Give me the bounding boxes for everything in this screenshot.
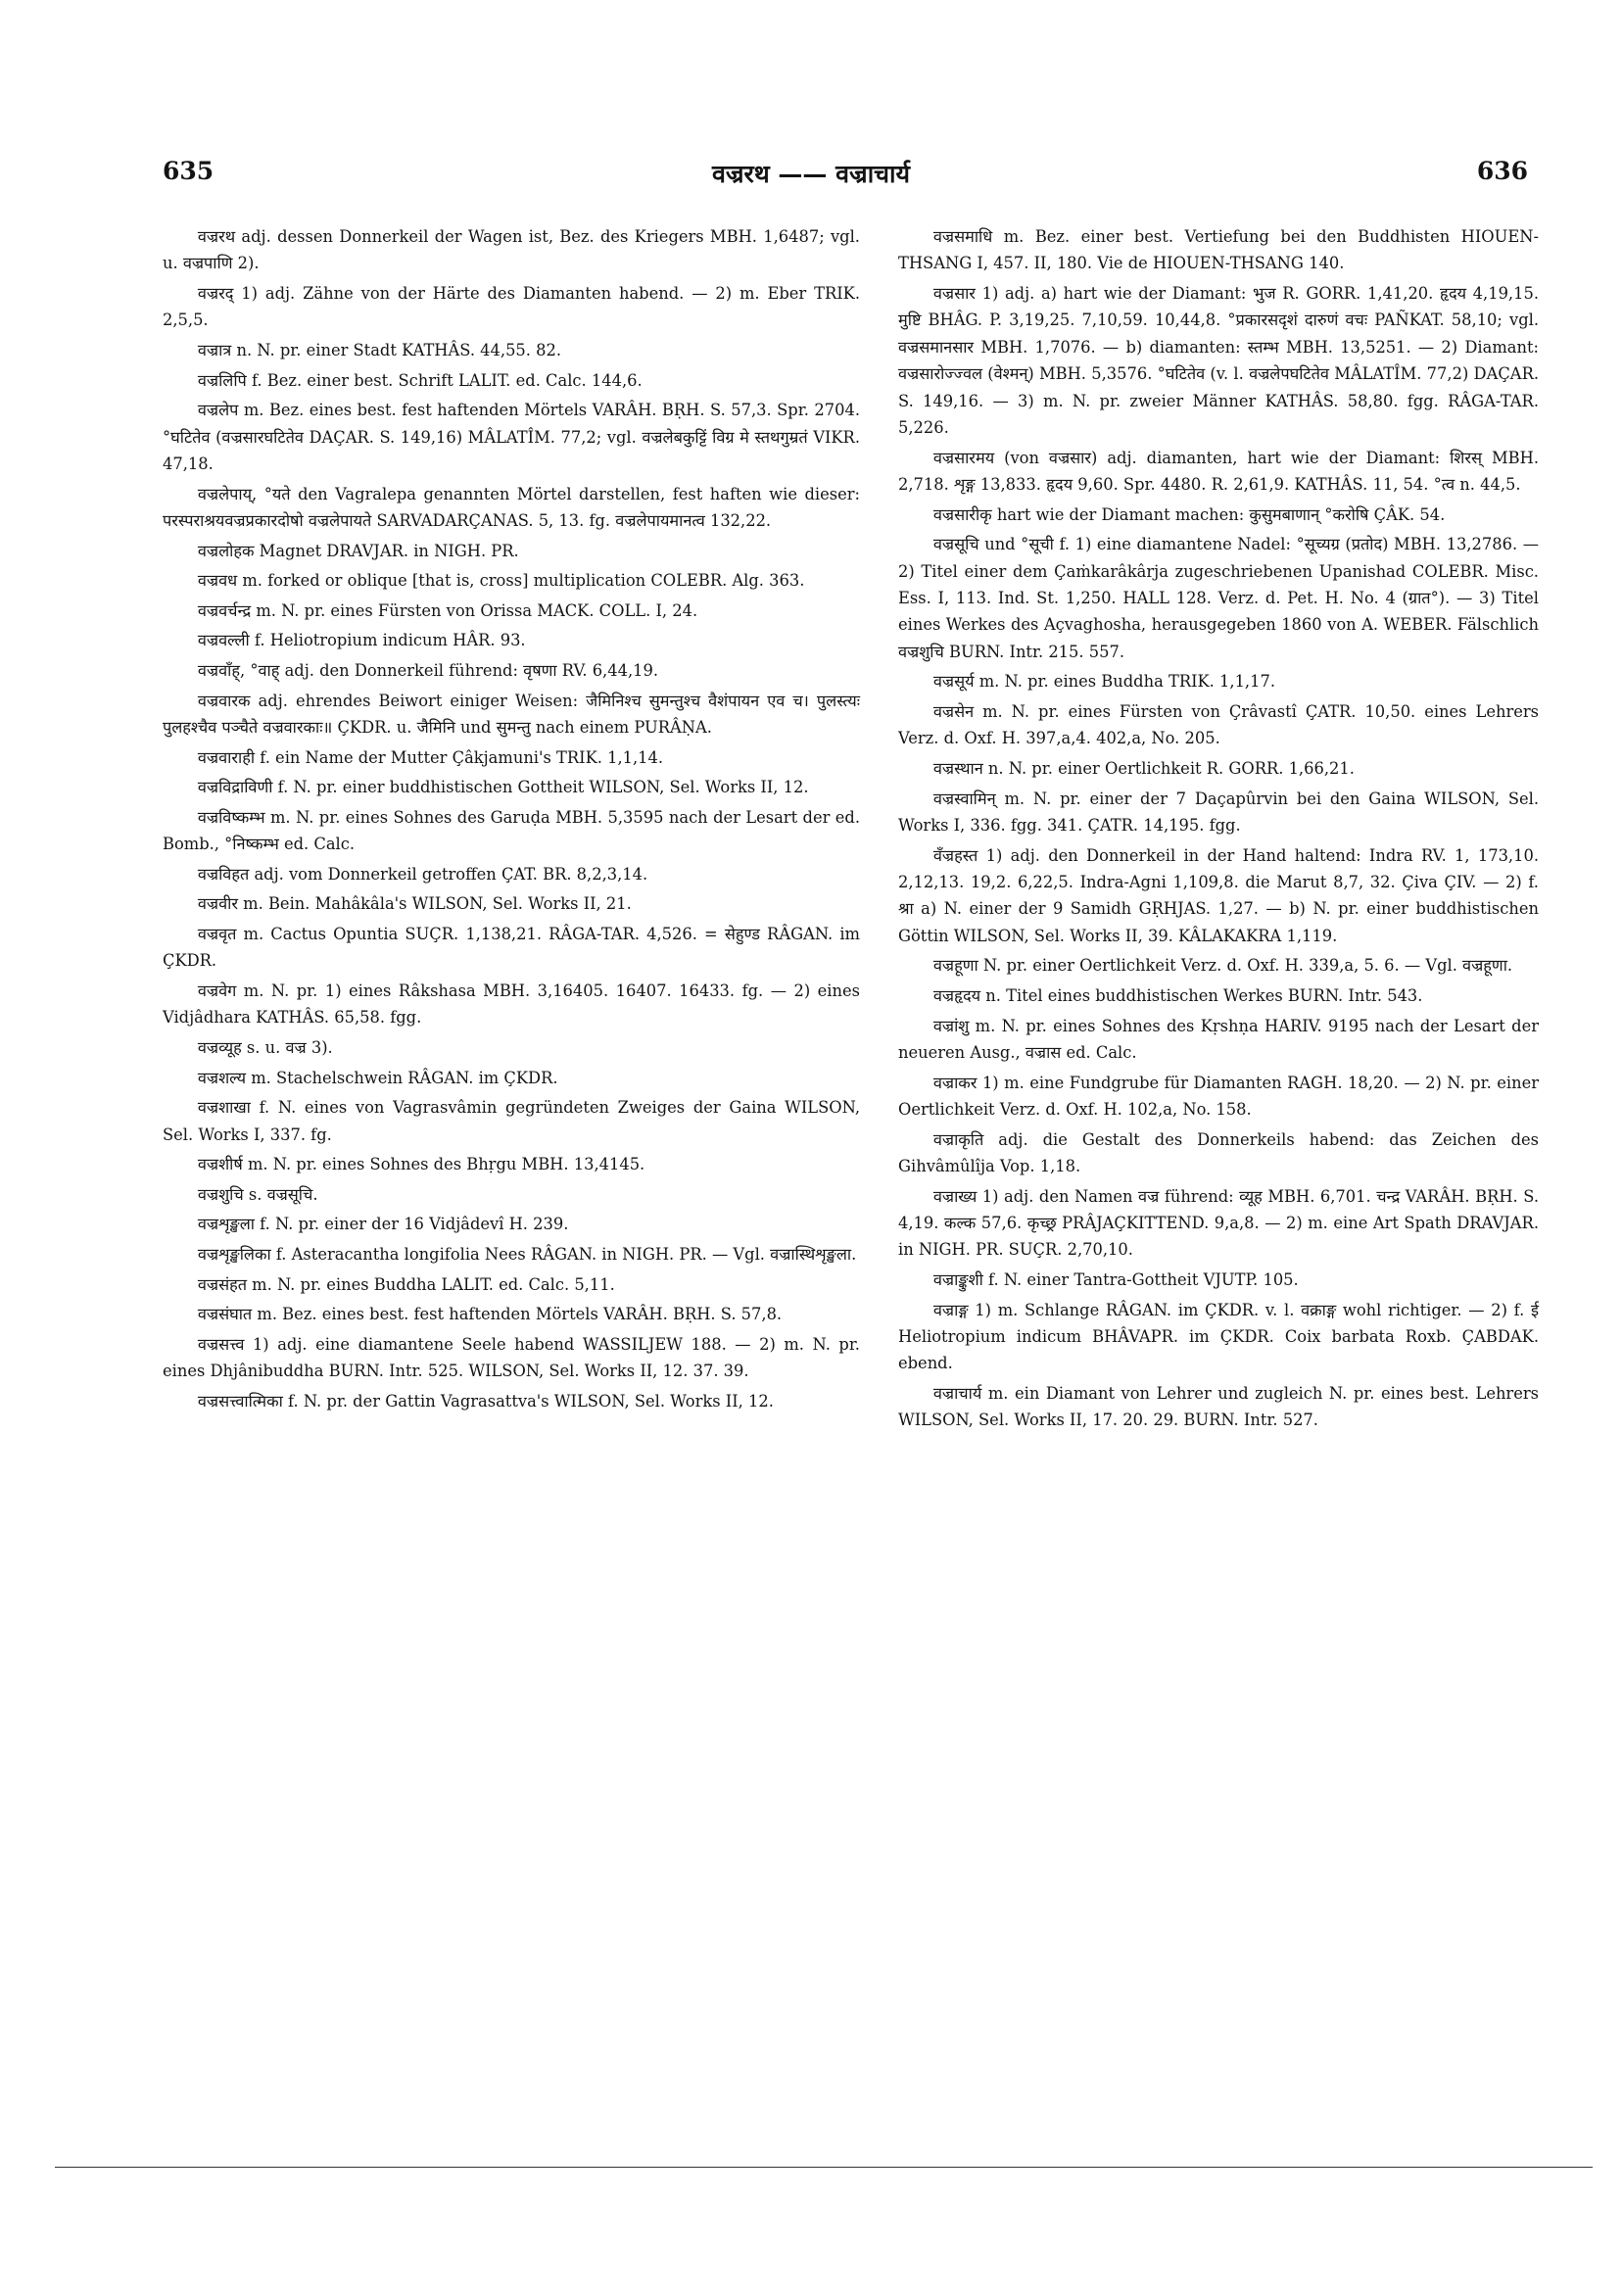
dictionary-entry: वज्रसत्त्वात्मिका f. N. pr. der Gattin Vagrasattva's WILSON, Sel. Works II, 12.: [197, 1391, 774, 1411]
dictionary-entry: वज्रलोहक Magnet DRAVJAR. in NIGH. PR.: [197, 541, 519, 560]
dictionary-entry: वज्रसूचि und °सूची f. 1) eine diamantene Nadel: °सूच्यग्र (प्रतोद) MBH. 13,2786. — 2) Titel einer dem Çaṁkarâkârja zugeschriebenen Upanishad COLEBR. Misc. Ess. I, 113. Ind. St. 1,250. HALL 128. Verz. d. Pet. H. No. 4 (ग्रात°). — 3) Titel eines Werkes des Açvaghosha, herausgegeben 1860 von A. WEBER. Fälschlich वज्रशुचि BURN. Intr. 215. 557.: [898, 535, 1539, 661]
dictionary-entry: वज्रहृदय n. Titel eines buddhistischen Werkes BURN. Intr. 543.: [932, 986, 1423, 1006]
dictionary-entry: वज्रविहत adj. vom Donnerkeil getroffen ÇAT. BR. 8,2,3,14.: [197, 864, 648, 884]
dictionary-entry: वज्राचार्य m. ein Diamant von Lehrer und zugleich N. pr. eines best. Lehrers WILSON, Sel. Works II, 17. 20. 29. BURN. Intr. 527.: [898, 1384, 1539, 1430]
dictionary-entry: वज्रस्थान n. N. pr. einer Oertlichkeit R. GORR. 1,66,21.: [932, 759, 1355, 779]
running-head: वज्ररथ —— वज्राचार्य: [711, 160, 911, 188]
dictionary-entry: वज्रशुचि s. वज्रसूचि.: [197, 1184, 318, 1204]
dictionary-entry: वज्रवीर m. Bein. Mahâkâla's WILSON, Sel. Works II, 21.: [197, 894, 632, 914]
dictionary-entry: वज्रलेप m. Bez. eines best. fest haftenden Mörtels VARÂH. BṚH. S. 57,3. Spr. 2704. °घटितेव (वज्रसारघटितेव DAÇAR. S. 149,16) MÂLATÎM. 77,2; vgl. वज्रलेबकुट्टिं विग्र मे स्तथगुम्रतं VIKR. 47,18.: [163, 401, 860, 473]
dictionary-entry: वज्रलेपाय्, °यते den Vagralepa genannten Mörtel darstellen, fest haften wie dieser: परस्पराश्रयवज्रप्रकारदोषो वज्रलेपायते SARVADARÇANAS. 5, 13. fg. वज्रलेपायमानत्व 132,22.: [163, 484, 860, 530]
left-column: [163, 223, 860, 1417]
dictionary-entry: वज्राकर 1) m. eine Fundgrube für Diamanten RAGH. 18,20. — 2) N. pr. einer Oertlichkeit Verz. d. Oxf. H. 102,a, No. 158.: [898, 1073, 1539, 1120]
dictionary-entry: वज्राख्य 1) adj. den Namen वज्र führend: व्यूह MBH. 6,701. चन्द्र VARÂH. BṚH. S. 4,19. कल्क 57,6. कृच्छ्र PRÂJAÇKITTEND. 9,a,8. — 2) m. eine Art Spath DRAVJAR. in NIGH. PR. SUÇR. 2,70,10.: [898, 1186, 1539, 1260]
page-number-left: 635: [163, 157, 215, 185]
dictionary-entry: वज्रवारक adj. ehrendes Beiwort einiger Weisen: जैमिनिश्च सुमन्तुश्च वैशंपायन एव च। पुलस्त्यः पुलहश्चैव पञ्चैते वज्रवारकाः॥ ÇKDR. u. जैमिनि und सुमन्तु nach einem PURÂṆA.: [163, 691, 860, 737]
bottom-rule: [55, 2167, 1593, 2168]
dictionary-entry: वज्रशृङ्खलिका f. Asteracantha longifolia Nees RÂGAN. in NIGH. PR. — Vgl. वज्रास्थिशृङ्खला.: [197, 1244, 857, 1264]
dictionary-entry: वज्रविद्राविणी f. N. pr. einer buddhistischen Gottheit WILSON, Sel. Works II, 12.: [197, 778, 809, 797]
dictionary-entry: वज्रसंहत m. N. pr. eines Buddha LALIT. ed. Calc. 5,11.: [197, 1274, 615, 1294]
dictionary-entry: वज्ररथ adj. dessen Donnerkeil der Wagen ist, Bez. des Kriegers MBH. 1,6487; vgl. u. वज्रपाणि 2).: [163, 227, 860, 273]
dictionary-entry: वज्रसत्त्व 1) adj. eine diamantene Seele habend WASSILJEW 188. — 2) m. N. pr. eines Dhjânibuddha BURN. Intr. 525. WILSON, Sel. Works II, 12. 37. 39.: [163, 1334, 860, 1381]
dictionary-entry: वज्रसारीकृ hart wie der Diamant machen: कुसुमबाणान् °करोषि ÇÂK. 54.: [932, 504, 1446, 524]
dictionary-entry: वज्ररद् 1) adj. Zähne von der Härte des Diamanten habend. — 2) m. Eber TRIK. 2,5,5.: [163, 284, 860, 330]
dictionary-entry: वज्रसारमय (von वज्रसार) adj. diamanten, hart wie der Diamant: शिरस् MBH. 2,718. शृङ्ग 13,833. हृदय 9,60. Spr. 4480. R. 2,61,9. KATHÂS. 11, 54. °त्व n. 44,5.: [898, 448, 1539, 495]
dictionary-entry: वज्रसार 1) adj. a) hart wie der Diamant: भुज R. GORR. 1,41,20. हृदय 4,19,15. मुष्टि BHÂG. P. 3,19,25. 7,10,59. 10,44,8. °प्रकारसदृशं दारुणं वचः PAÑKAT. 58,10; vgl. वज्रसमानसार MBH. 1,7076. — b) diamanten: स्तम्भ MBH. 13,5251. — 2) Diamant: वज्रसारोज्ज्वल (वेश्मन्) MBH. 5,3576. °घटितेव (v. l. वज्रलेपघटितेव MÂLATÎM. 77,2) DAÇAR. S. 149,16. — 3) m. N. pr. zweier Männer KATHÂS. 58,80. fgg. RÂGA-TAR. 5,226.: [898, 284, 1539, 438]
dictionary-entry: वज्रस्वामिन् m. N. pr. einer der 7 Daçapûrvin bei den Gaina WILSON, Sel. Works I, 336. fgg. 341. ÇATR. 14,195. fgg.: [898, 789, 1539, 836]
dictionary-entry: वज्रहूणा N. pr. einer Oertlichkeit Verz. d. Oxf. H. 339,a, 5. 6. — Vgl. वज्रहूणा.: [932, 956, 1513, 976]
dictionary-entry: वज्रलिपि f. Bez. einer best. Schrift LALIT. ed. Calc. 144,6.: [197, 370, 643, 390]
dictionary-entry: वज्राङ्ग 1) m. Schlange RÂGAN. im ÇKDR. v. l. वक्राङ्ग wohl richtiger. — 2) f. ई Heliotropium indicum BHÂVAPR. im ÇKDR. Coix barbata Roxb. ÇABDAK. ebend.: [898, 1300, 1539, 1373]
dictionary-entry: वज्रवध m. forked or oblique [that is, cross] multiplication COLEBR. Alg. 363.: [197, 571, 805, 591]
dictionary-entry: वज्रात्र n. N. pr. einer Stadt KATHÂS. 44,55. 82.: [197, 341, 562, 359]
dictionary-entry: वज्रवाराही f. ein Name der Mutter Çâkjamuni's TRIK. 1,1,14.: [197, 747, 664, 767]
dictionary-entry: वज्रशाखा f. N. eines von Vagrasvâmin gegründeten Zweiges der Gaina WILSON, Sel. Works I, 337. fg.: [163, 1098, 860, 1144]
dictionary-entry: वज्रसंघात m. Bez. eines best. fest haftenden Mörtels VARÂH. BṚH. S. 57,8.: [197, 1305, 783, 1324]
dictionary-entry: वज्रशृङ्खला f. N. pr. einer der 16 Vidjâdevî H. 239.: [197, 1215, 569, 1234]
page-number-right: 636: [1476, 157, 1528, 185]
dictionary-entry: वज्रवृत m. Cactus Opuntia SUÇR. 1,138,21. RÂGA-TAR. 4,526. = सेहुण्ड RÂGAN. im ÇKDR.: [163, 924, 860, 971]
dictionary-entry: वज्रशल्य m. Stachelschwein RÂGAN. im ÇKDR.: [197, 1068, 558, 1087]
dictionary-entry: वज्रवाँह्, °वाह् adj. den Donnerkeil führend: वृषणा RV. 6,44,19.: [197, 660, 659, 680]
dictionary-entry: वज्रसमाधि m. Bez. einer best. Vertiefung bei den Buddhisten HIOUEN-THSANG I, 457. II, 180. Vie de HIOUEN-THSANG 140.: [898, 227, 1539, 273]
dictionary-entry: वज्रवर्चन्द्र m. N. pr. eines Fürsten von Orissa MACK. COLL. I, 24.: [197, 600, 698, 620]
dictionary-entry: वज्राङ्कुशी f. N. einer Tantra-Gottheit VJUTP. 105.: [932, 1270, 1299, 1290]
right-column: [898, 223, 1539, 1437]
dictionary-entry: वज्रवल्ली f. Heliotropium indicum HÂR. 93.: [197, 631, 526, 650]
dictionary-entry: वज्रसूर्य m. N. pr. eines Buddha TRIK. 1,1,17.: [932, 672, 1275, 692]
dictionary-entry: वज्रव्यूह s. u. वज्र 3).: [197, 1037, 333, 1057]
dictionary-entry: वज्रविष्कम्भ m. N. pr. eines Sohnes des Garuḍa MBH. 5,3595 nach der Lesart der ed. Bomb., °निष्कम्भ ed. Calc.: [163, 807, 860, 854]
dictionary-entry: वज्रांशु m. N. pr. eines Sohnes des Kṛshṇa HARIV. 9195 nach der Lesart der neueren Ausg., वज्रास ed. Calc.: [898, 1016, 1539, 1063]
dictionary-entry: वज्रशीर्ष m. N. pr. eines Sohnes des Bhṛgu MBH. 13,4145.: [197, 1155, 645, 1174]
dictionary-entry: वज्रवेग m. N. pr. 1) eines Râkshasa MBH. 3,16405. 16407. 16433. fg. — 2) eines Vidjâdhara KATHÂS. 65,58. fgg.: [163, 981, 860, 1028]
dictionary-entry: वज्राकृति adj. die Gestalt des Donnerkeils habend: das Zeichen des Gihvâmûlîja Vop. 1,18.: [898, 1129, 1539, 1176]
dictionary-entry: वँज्रहस्त 1) adj. den Donnerkeil in der Hand haltend: Indra RV. 1, 173,10. 2,12,13. 19,2. 6,22,5. Indra-Agni 1,109,8. die Marut 8,7, 32. Çiva ÇIV. — 2) f. श्रा a) N. einer der 9 Samidh GṚHJAS. 1,27. — b) N. pr. einer buddhistischen Göttin WILSON, Sel. Works II, 39. KÂLAKAKRA 1,119.: [898, 845, 1539, 945]
dictionary-entry: वज्रसेन m. N. pr. eines Fürsten von Çrâvastî ÇATR. 10,50. eines Lehrers Verz. d. Oxf. H. 397,a,4. 402,a, No. 205.: [898, 702, 1539, 748]
